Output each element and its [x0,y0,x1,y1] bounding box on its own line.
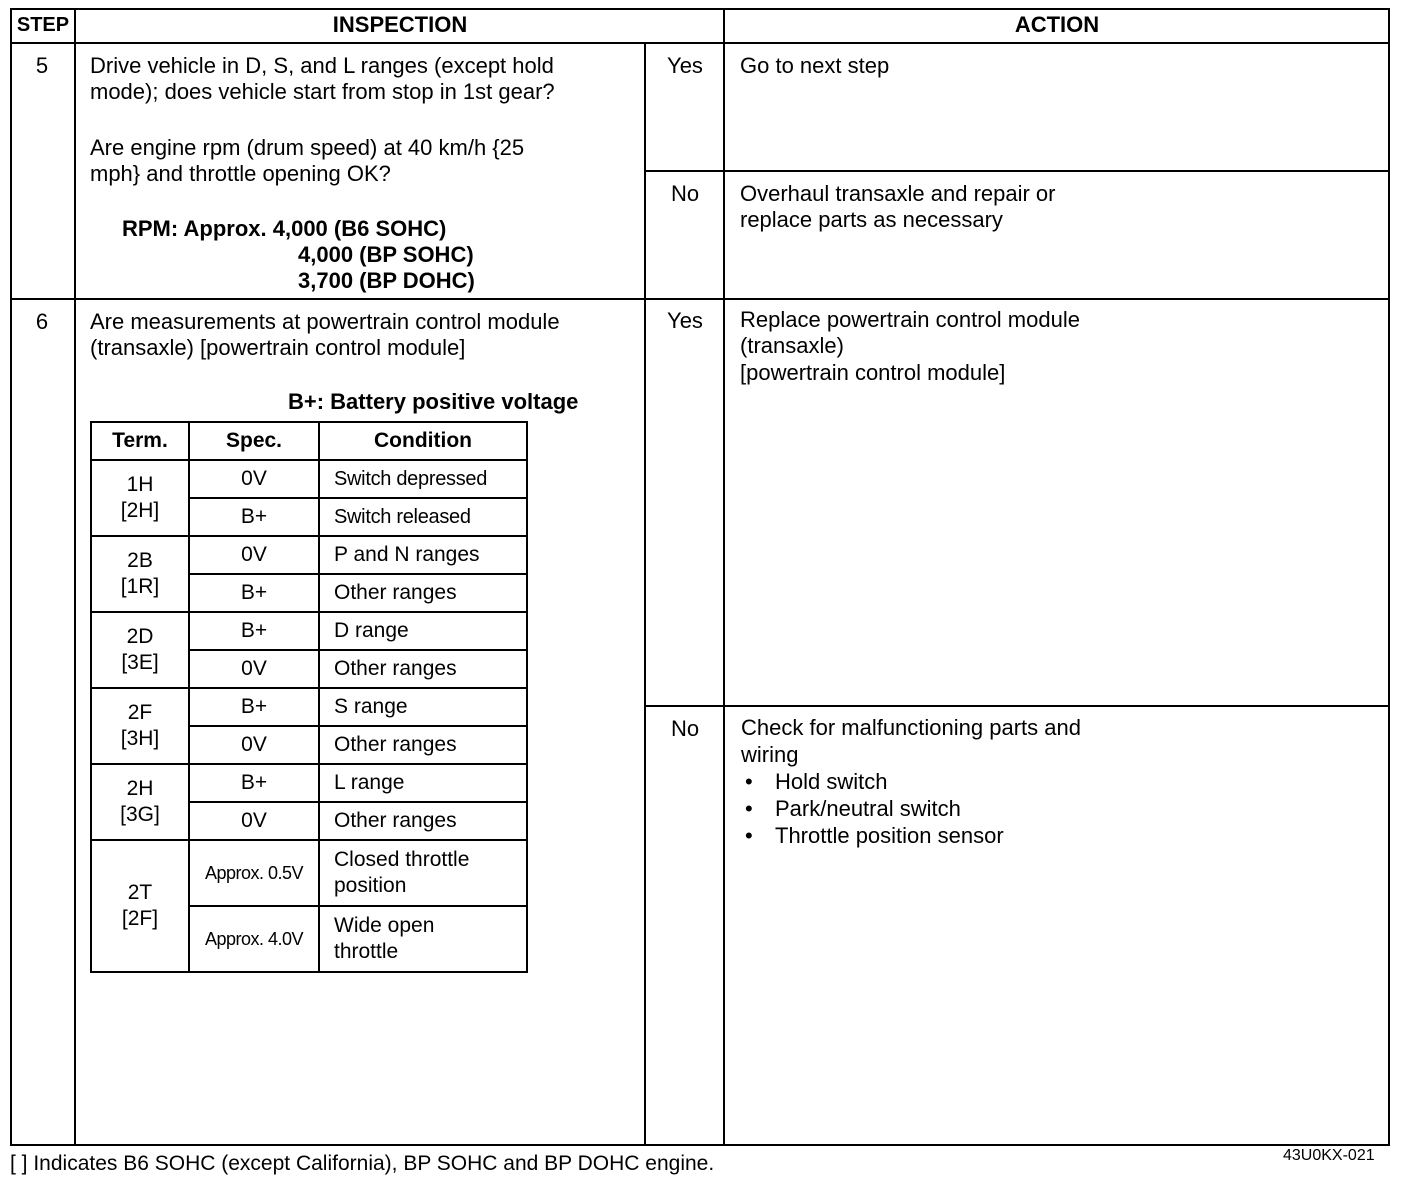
step5-inspection-line3: Are engine rpm (drum speed) at 40 km/h {25 [90,135,525,160]
condition-cell: Switch depressed [319,460,527,498]
condition-cell: Other ranges [319,726,527,764]
term-cell [91,764,189,840]
condition-cell [319,840,527,906]
footer-note: [ ] Indicates B6 SOHC (except California), BP SOHC and BP DOHC engine. [10,1152,715,1175]
step6-yes-action-line3: [powertrain control module] [740,360,1006,385]
step5-no-action-line2: replace parts as necessary [740,207,1003,232]
spec-cell: B+ [189,498,319,536]
condition-cell: P and N ranges [319,536,527,574]
spec-cell: Approx. 0.5V [189,840,319,906]
term-cell [91,840,189,972]
spec-cell: 0V [189,650,319,688]
table-border-top [10,8,1390,10]
list-item: • Park/neutral switch [741,795,1004,822]
step5-inspection-line1: Drive vehicle in D, S, and L ranges (except hold [90,53,554,78]
header-action: ACTION [1014,12,1100,37]
step5-rpm-line3: 3,700 (BP DOHC) [298,268,475,293]
step5-inspection-line2: mode); does vehicle start from stop in 1st gear? [90,79,555,104]
spec-cell: 0V [189,726,319,764]
step6-yes-no-divider [644,705,1390,707]
table-border-left [10,8,12,1146]
list-item: • Hold switch [741,768,1004,795]
term-cell [91,688,189,764]
term-label: 2B [127,549,153,572]
figure-code: 43U0KX-021 [1283,1147,1375,1164]
step5-yes-label: Yes [667,53,703,78]
step-column-divider [74,8,76,1146]
header-step: STEP [16,14,70,36]
spec-cell: B+ [189,688,319,726]
step5-rpm-line2: 4,000 (BP SOHC) [298,242,474,267]
spec-cell: B+ [189,574,319,612]
term-label: 2H [126,777,154,800]
step6-inspection-line1: Are measurements at powertrain control module [90,309,560,334]
term-label: 2F [127,701,153,724]
terminal-spec-table [90,421,528,973]
col-header-term: Term. [91,422,189,460]
col-header-condition: Condition [319,422,527,460]
table-row [91,764,527,802]
table-row [91,688,527,726]
step5-inspection-line4: mph} and throttle opening OK? [90,161,391,186]
term-alt-label: [2H] [120,499,160,522]
condition-cell: Other ranges [319,574,527,612]
step5-step6-divider [10,298,1390,300]
yesno-column-divider [644,42,646,1146]
step6-no-action-line1: Check for malfunctioning parts and [741,715,1081,740]
header-divider [10,42,1390,44]
condition-cell: S range [319,688,527,726]
term-cell [91,460,189,536]
col-header-spec: Spec. [189,422,319,460]
term-alt-label: [2F] [121,907,159,930]
step5-number: 5 [35,53,49,78]
step5-no-label: No [670,181,700,206]
condition-cell: Switch released [319,498,527,536]
term-label: 2T [127,881,153,904]
step6-inspection-line2: (transaxle) [powertrain control module] [90,335,466,360]
step5-rpm-line1: RPM: Approx. 4,000 (B6 SOHC) [122,216,447,241]
table-border-right [1388,8,1390,1146]
step6-number: 6 [35,309,49,334]
term-cell [91,612,189,688]
table-border-bottom [10,1144,1390,1146]
step6-yes-action-line1: Replace powertrain control module [740,307,1080,332]
condition-cell: L range [319,764,527,802]
condition-cell [319,906,527,972]
term-cell [91,536,189,612]
term-alt-label: [3G] [120,803,160,826]
spec-cell: 0V [189,802,319,840]
spec-table-header-row [91,422,527,460]
condition-cell: D range [319,612,527,650]
step6-yes-label: Yes [667,308,703,333]
step5-no-action-line1: Overhaul transaxle and repair or [740,181,1056,206]
condition-line: throttle [334,940,399,963]
spec-cell: B+ [189,612,319,650]
spec-cell: B+ [189,764,319,802]
list-item: • Throttle position sensor [741,822,1004,849]
term-alt-label: [1R] [120,575,160,598]
table-row [91,612,527,650]
term-label: 1H [126,473,154,496]
spec-cell: 0V [189,536,319,574]
term-alt-label: [3H] [120,727,160,750]
battery-voltage-note: B+: Battery positive voltage [288,389,579,414]
spec-cell: 0V [189,460,319,498]
condition-line: Closed throttle [334,848,470,871]
spec-cell: Approx. 4.0V [189,906,319,972]
table-row [91,460,527,498]
step6-check-list [741,768,1004,849]
condition-line: position [334,874,407,897]
table-row [91,536,527,574]
table-row [91,840,527,906]
term-label: 2D [126,625,154,648]
condition-cell: Other ranges [319,650,527,688]
step6-no-action-line2: wiring [741,742,799,767]
step5-yes-action: Go to next step [740,53,890,78]
term-alt-label: [3E] [121,651,159,674]
condition-cell: Other ranges [319,802,527,840]
action-column-divider [723,8,725,1146]
step6-yes-action-line2: (transaxle) [740,333,844,358]
condition-line: Wide open [334,914,435,937]
step6-no-label: No [670,716,700,741]
header-inspection: INSPECTION [332,12,468,37]
step5-yes-no-divider [644,170,1390,172]
